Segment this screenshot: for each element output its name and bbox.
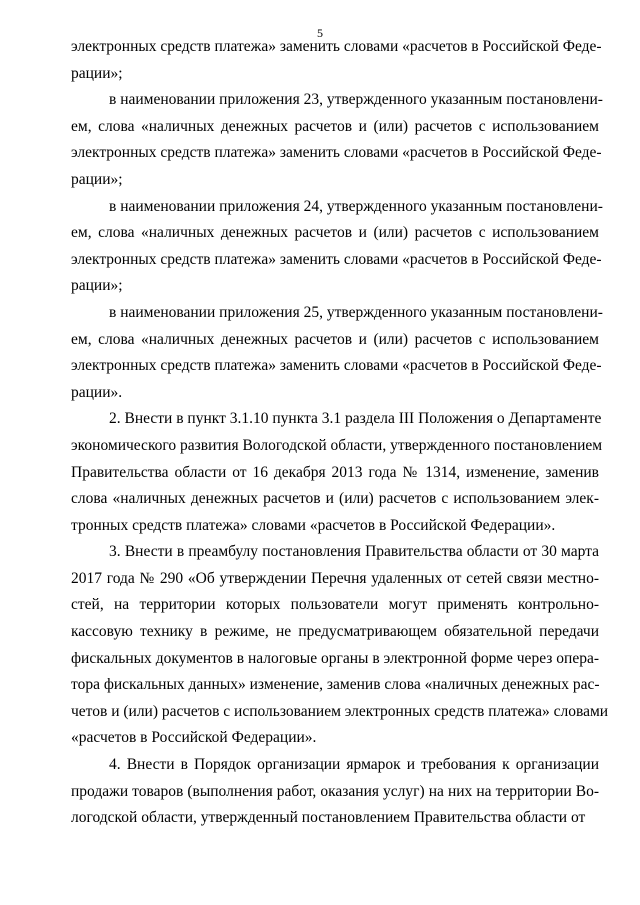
text-line: электронных средств платежа» заменить словами «расчетов в Российской Феде- <box>71 38 602 55</box>
text-line: рации»; <box>71 64 123 82</box>
text-line: тронных средств платежа» словами «расчетов в Российской Федерации». <box>71 516 556 534</box>
text-line: ем, слова «наличных денежных расчетов и (или) расчетов с использованием <box>71 330 599 348</box>
text-line: 4. Внести в Порядок организации ярмарок и требования к организации <box>109 756 599 774</box>
text-line: рации»; <box>71 170 123 188</box>
paragraph <box>71 87 603 193</box>
text-line: в наименовании приложения 23, утвержденного указанным постановлени- <box>109 91 603 109</box>
text-line: кассовую технику в режиме, не предусматривающем обязательной передачи <box>71 623 599 641</box>
text-line: фискальных документов в налоговые органы в электронной форме через опера- <box>71 649 599 667</box>
text-line: 2. Внести в пункт 3.1.10 пункта 3.1 раздела III Положения о Департаменте <box>109 410 602 428</box>
text-line: рации»; <box>71 277 123 295</box>
text-line: ем, слова «наличных денежных расчетов и (или) расчетов с использованием <box>71 117 599 135</box>
text-line: ем, слова «наличных денежных расчетов и (или) расчетов с использованием <box>71 224 599 242</box>
text-line: в наименовании приложения 24, утвержденного указанным постановлени- <box>109 197 603 215</box>
text-line: электронных средств платежа» заменить словами «расчетов в Российской Феде- <box>71 357 602 375</box>
text-line: 3. Внести в преамбулу постановления Правительства области от 30 марта <box>109 543 599 561</box>
text-line: в наименовании приложения 25, утвержденного указанным постановлени- <box>109 303 603 321</box>
paragraph <box>71 406 603 539</box>
text-line: рации». <box>71 383 123 401</box>
paragraph <box>71 194 603 300</box>
paragraph <box>71 300 603 406</box>
text-line: «расчетов в Российской Федерации». <box>71 729 317 747</box>
paragraph <box>71 539 609 752</box>
text-line: четов и (или) расчетов с использованием электронных средств платежа» словами <box>71 702 609 720</box>
text-line: экономического развития Вологодской области, утвержденного постановлением <box>71 436 603 454</box>
page-number: 5 <box>317 26 323 40</box>
document-body <box>71 34 609 832</box>
text-line: логодской области, утвержденный постановлением Правительства области от <box>71 809 586 827</box>
text-line: стей, на территории которых пользователи могут применять контрольно- <box>71 596 599 614</box>
text-line: Правительства области от 16 декабря 2013 года № 1314, изменение, заменив <box>71 463 599 481</box>
text-line: 2017 года № 290 «Об утверждении Перечня удаленных от сетей связи местно- <box>71 569 599 587</box>
paragraph <box>71 34 602 87</box>
text-line: продажи товаров (выполнения работ, оказания услуг) на них на территории Во- <box>71 782 599 800</box>
text-line: электронных средств платежа» заменить словами «расчетов в Российской Феде- <box>71 250 602 268</box>
paragraph <box>71 752 599 832</box>
text-line: слова «наличных денежных расчетов и (или) расчетов с использованием элек- <box>71 490 599 508</box>
text-line: тора фискальных данных» изменение, заменив слова «наличных денежных рас- <box>71 676 600 694</box>
text-line: электронных средств платежа» заменить словами «расчетов в Российской Феде- <box>71 144 602 162</box>
